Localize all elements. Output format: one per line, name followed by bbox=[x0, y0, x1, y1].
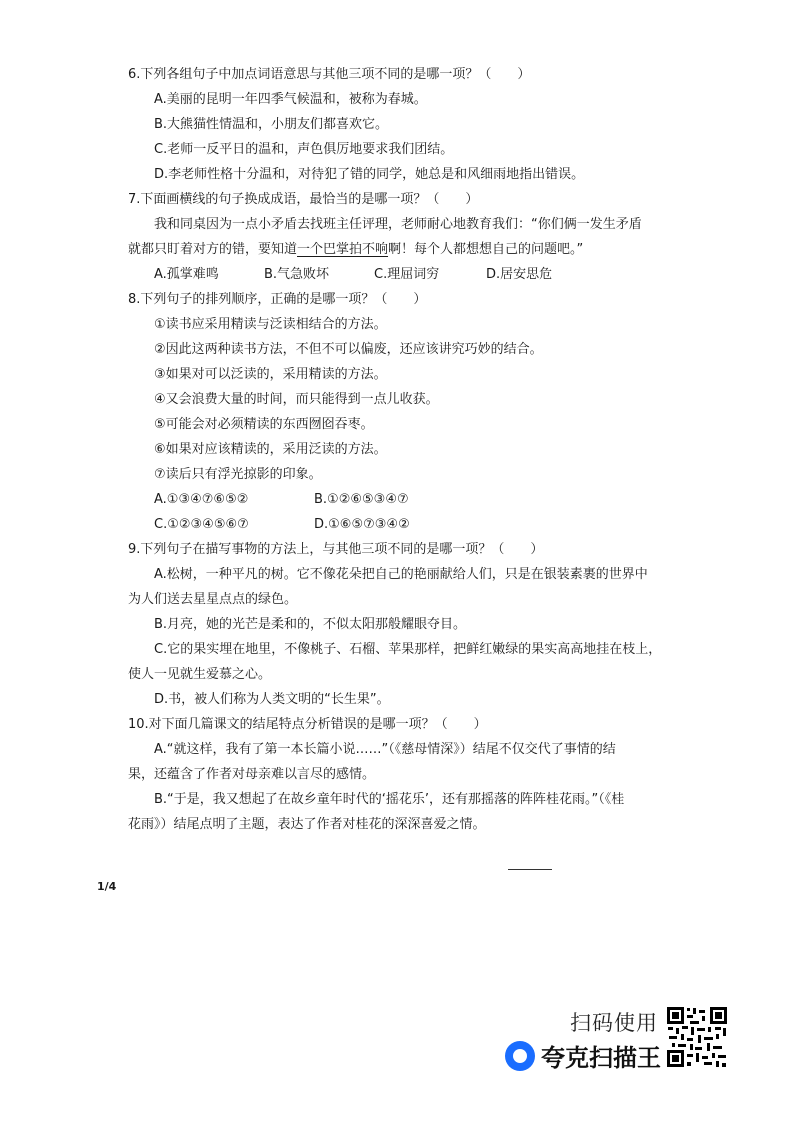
q8-sentence-4: ④又会浪费大量的时间，而只能得到一点儿收获。 bbox=[154, 392, 439, 407]
q7-passage-after: 啊！每个人都想想自己的问题吧。” bbox=[388, 242, 584, 257]
q7-stem: 7.下面画横线的句子换成成语，最恰当的是哪一项？（ ） bbox=[128, 192, 479, 207]
q8-option-a: A.①③④⑦⑥⑤② bbox=[154, 492, 249, 507]
q7-passage-line-1: 我和同桌因为一点小矛盾去找班主任评理，老师耐心地教育我们：“你们俩一发生矛盾 bbox=[154, 217, 642, 232]
q10-option-a-line-2: 果，还蕴含了作者对母亲难以言尽的感情。 bbox=[128, 767, 376, 782]
q9-option-d: D.书，被人们称为人类文明的“长生果”。 bbox=[154, 692, 390, 707]
q6-option-d: D.李老师性格十分温和，对待犯了错的同学，她总是和风细雨地指出错误。 bbox=[154, 167, 585, 182]
q8-option-c: C.①②③④⑤⑥⑦ bbox=[154, 517, 249, 532]
q9-option-c-line-1: C.它的果实埋在地里，不像桃子、石榴、苹果那样，把鲜红嫩绿的果实高高地挂在枝上， bbox=[154, 642, 662, 657]
q8-sentence-5: ⑤可能会对必须精读的东西囫囵吞枣。 bbox=[154, 417, 374, 432]
page-number: 1/4 bbox=[97, 880, 117, 893]
q6-stem: 6.下列各组句子中加点词语意思与其他三项不同的是哪一项？（ ） bbox=[128, 67, 531, 82]
q9-option-c-line-2: 使人一见就生爱慕之心。 bbox=[128, 667, 272, 682]
q7-option-c: C.理屈词穷 bbox=[374, 267, 440, 282]
q7-passage-line-2 bbox=[128, 237, 673, 262]
q7-option-b: B.气急败坏 bbox=[264, 267, 330, 282]
scan-to-use-label: 扫码使用 bbox=[570, 1011, 658, 1035]
brand-name: 夸克扫描王 bbox=[541, 1044, 661, 1072]
qr-code-icon bbox=[666, 1006, 728, 1068]
exam-content bbox=[128, 62, 673, 837]
q6-option-c: C.老师一反平日的温和，声色俱厉地要求我们团结。 bbox=[154, 142, 454, 157]
q8-stem: 8.下列句子的排列顺序，正确的是哪一项？（ ） bbox=[128, 292, 427, 307]
q6-option-a: A.美丽的昆明一年四季气候温和，被称为春城。 bbox=[154, 92, 427, 107]
q9-stem: 9.下列句子在描写事物的方法上，与其他三项不同的是哪一项？（ ） bbox=[128, 542, 544, 557]
q8-option-b: B.①②⑥⑤③④⑦ bbox=[314, 492, 409, 507]
q8-sentence-2: ②因此这两种读书方法，不但不可以偏废，还应该讲究巧妙的结合。 bbox=[154, 342, 543, 357]
q8-options-row-1 bbox=[128, 487, 673, 512]
brand-watermark bbox=[505, 1038, 661, 1073]
brand-logo-icon bbox=[505, 1041, 535, 1071]
q8-sentence-6: ⑥如果对应该精读的，采用泛读的方法。 bbox=[154, 442, 387, 457]
q8-sentence-3: ③如果对可以泛读的，采用精读的方法。 bbox=[154, 367, 387, 382]
q8-sentence-1: ①读书应采用精读与泛读相结合的方法。 bbox=[154, 317, 387, 332]
q8-options-row-2 bbox=[128, 512, 673, 537]
q9-option-a-line-2: 为人们送去星星点点的绿色。 bbox=[128, 592, 298, 607]
q10-option-a-line-1: A.“就这样，我有了第一本长篇小说……”（《慈母情深》）结尾不仅交代了事情的结 bbox=[154, 742, 616, 757]
q10-stem: 10.对下面几篇课文的结尾特点分析错误的是哪一项？（ ） bbox=[128, 717, 487, 732]
q6-option-b: B.大熊猫性情温和，小朋友们都喜欢它。 bbox=[154, 117, 389, 132]
q9-option-b: B.月亮，她的光芒是柔和的，不似太阳那般耀眼夺目。 bbox=[154, 617, 467, 632]
footer-divider bbox=[508, 869, 552, 870]
q7-underlined-sentence: 一个巴掌拍不响 bbox=[297, 242, 389, 257]
q10-option-b-line-2: 花雨》）结尾点明了主题，表达了作者对桂花的深深喜爱之情。 bbox=[128, 817, 486, 832]
q7-option-d: D.居安思危 bbox=[486, 267, 553, 282]
q7-options bbox=[128, 262, 673, 287]
q7-passage-before: 就都只盯着对方的错，要知道 bbox=[128, 242, 298, 257]
q10-option-b-line-1: B.“于是，我又想起了在故乡童年时代的‘摇花乐’，还有那摇落的阵阵桂花雨。”（《桂 bbox=[154, 792, 625, 807]
q7-option-a: A.孤掌难鸣 bbox=[154, 267, 219, 282]
q8-option-d: D.①⑥⑤⑦③④② bbox=[314, 517, 410, 532]
q9-option-a-line-1: A.松树，一种平凡的树。它不像花朵把自己的艳丽献给人们，只是在银装素裹的世界中 bbox=[154, 567, 648, 582]
q8-sentence-7: ⑦读后只有浮光掠影的印象。 bbox=[154, 467, 322, 482]
